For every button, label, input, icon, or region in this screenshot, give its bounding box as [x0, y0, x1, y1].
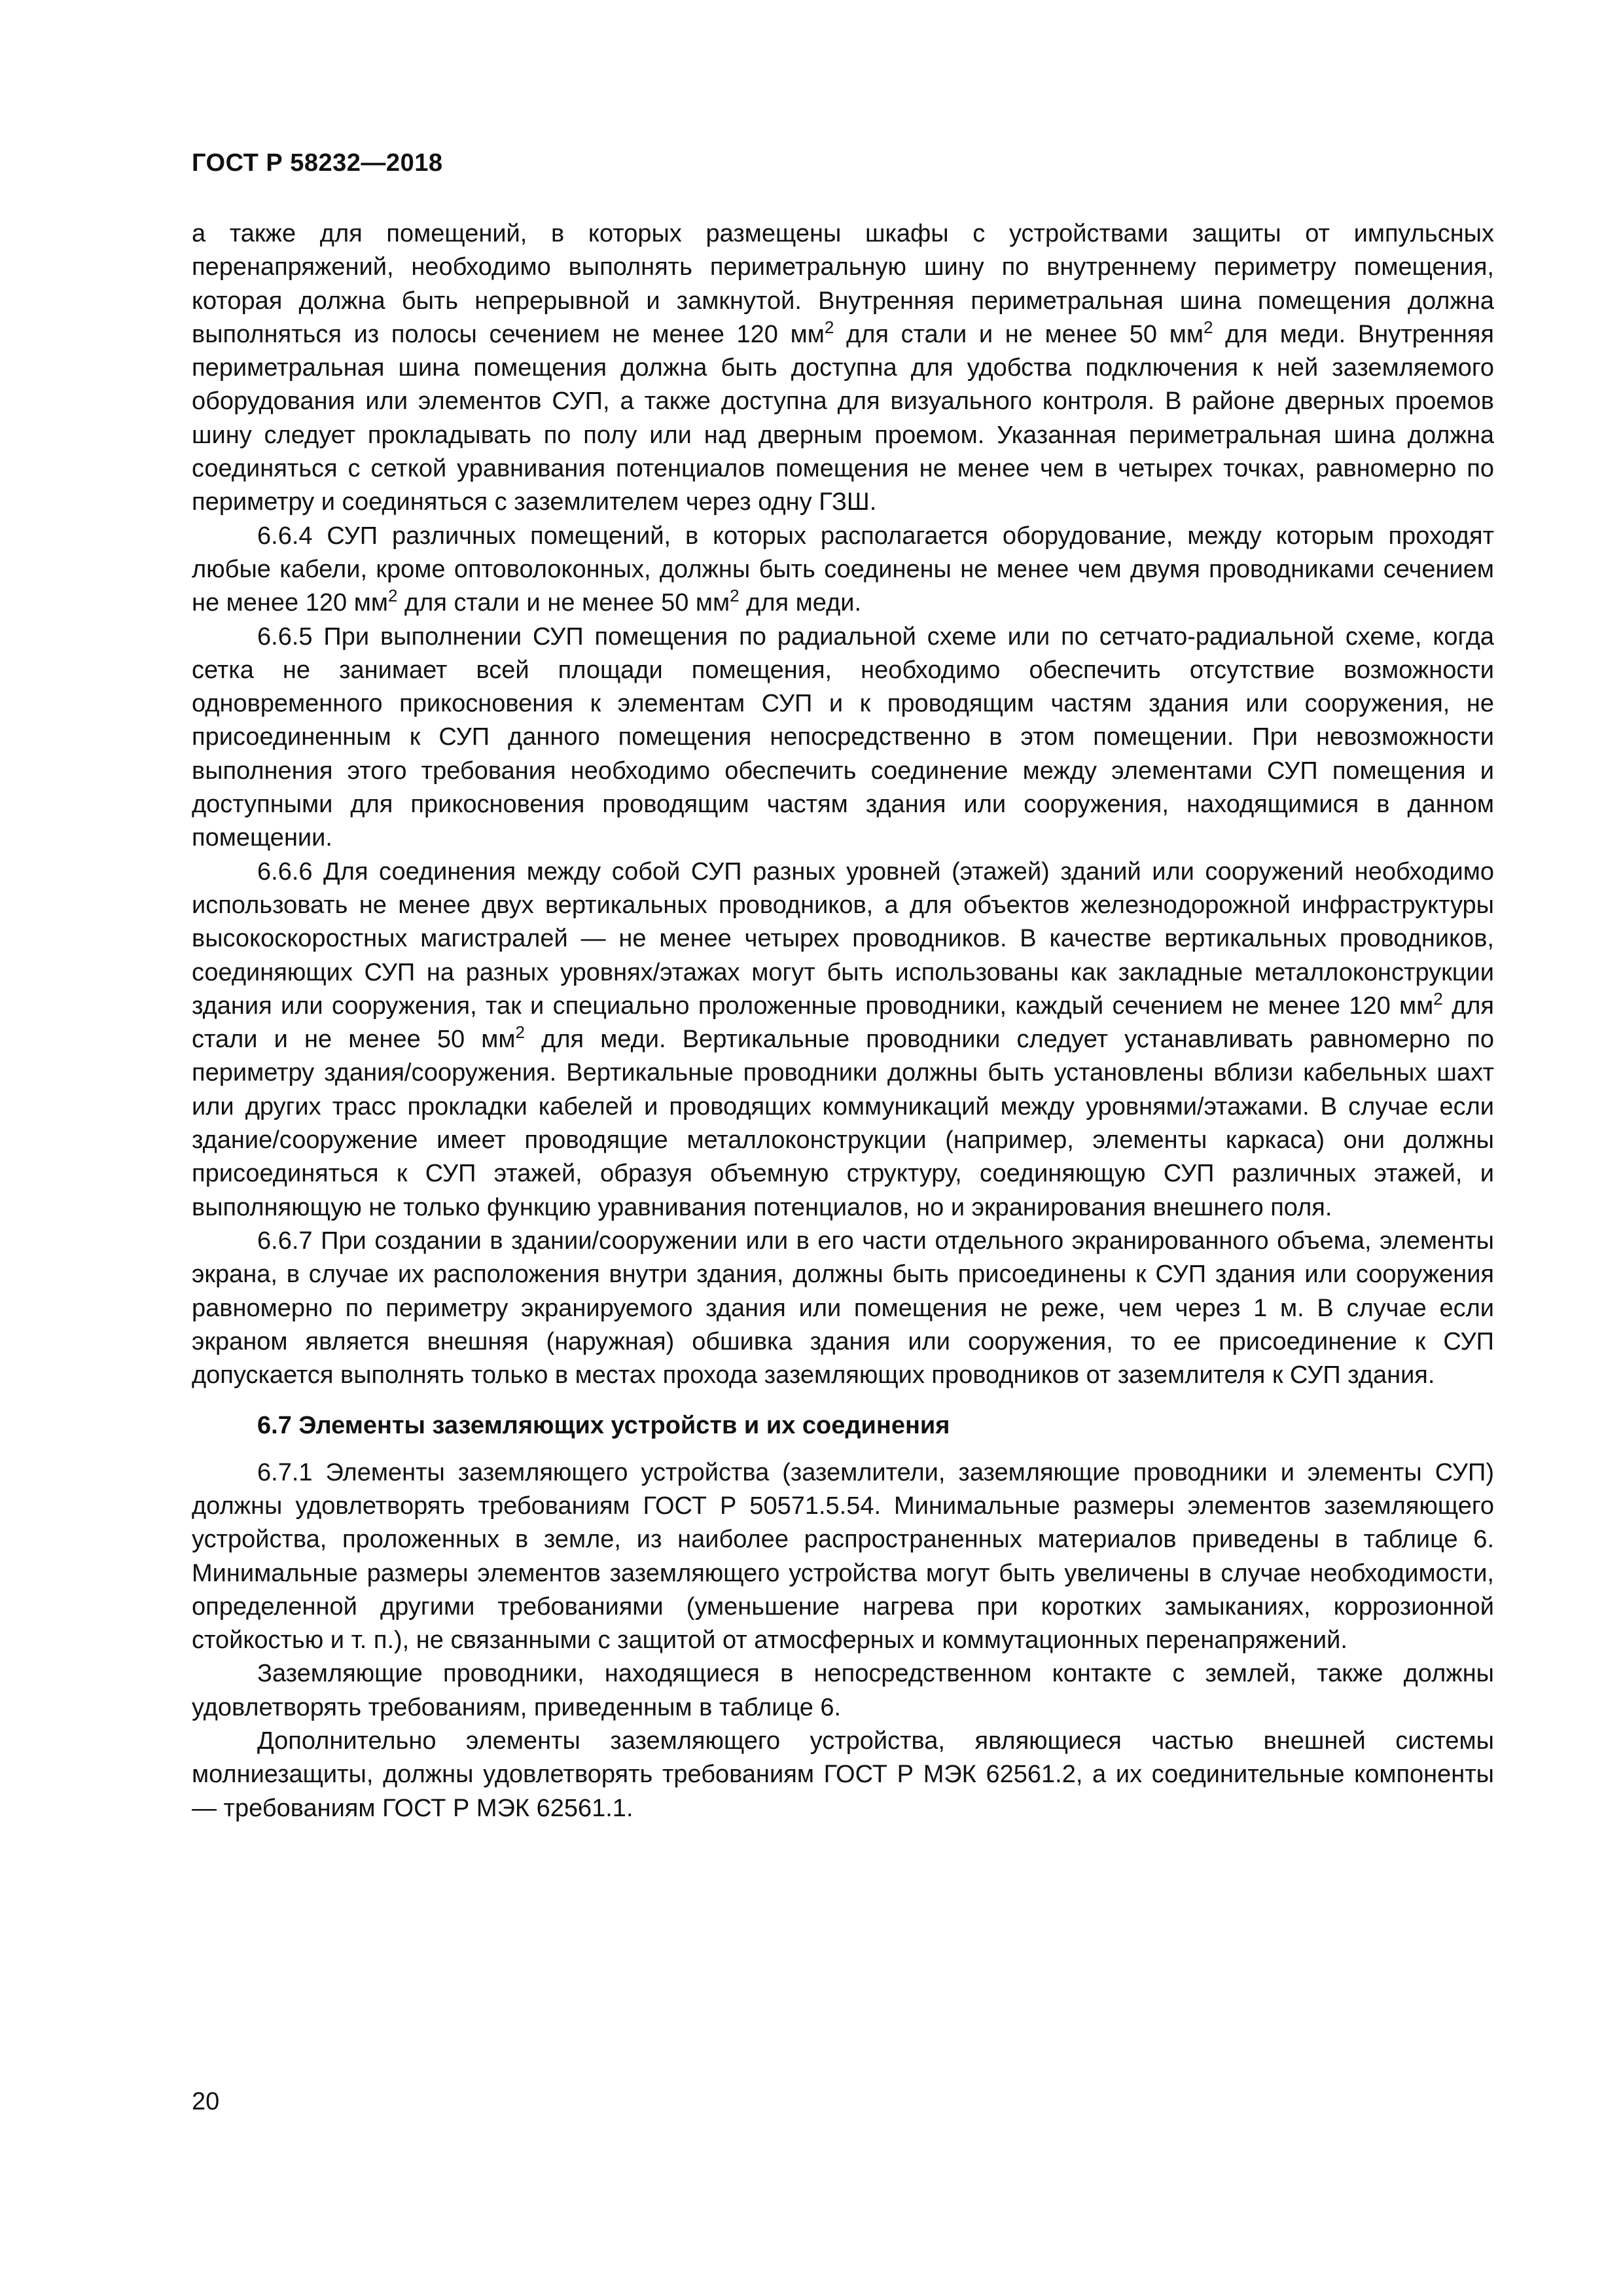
clause-6-6-7: 6.6.7 При создании в здании/сооружении или в его части отдельного экранированного объема, элементы экрана, в случае их расположения внутри здания, должны быть присоединены к СУП здания или сооружения равномерно по периметру экранируемого здания или помещения не реже, чем через 1 м. В случае если экраном является внешняя (наружная) обшивка здания или сооружения, то ее присоединение к СУП допускается выполнять только в местах прохода заземляющих проводников от заземлителя к СУП здания.: [192, 1227, 1494, 1390]
paragraph-continuation: а также для помещений, в которых размещены шкафы с устройствами защиты от импульсных перенапряжений, необходимо выполнять периметральную шину по внутреннему периметру помещения, которая должна быть непрерывной и замкнутой. Внутренняя периметральная шина помещения должна выполняться из полосы сечением не менее 120 $мм^2$ для стали и не менее 50 $мм^2$ для меди. Внутренняя периметральная шина помещения должна быть доступна для удобства подключения к ней заземляемого оборудования или элементов СУП, а также доступна для визуального контроля. В районе дверных проемов шину следует прокладывать по полу или над дверным проемом. Указанная периметральная шина должна соединяться с сеткой уравнивания потенциалов помещения не менее чем в четырех точках, равномерно по периметру и соединяться с заземлителем через одну ГЗШ.: [192, 220, 1494, 516]
page-number: 20: [192, 2088, 220, 2115]
clause-6-6-6: 6.6.6 Для соединения между собой СУП разных уровней (этажей) зданий или сооружений необходимо использовать не менее двух вертикальных проводников, а для объектов железнодорожной инфраструктуры высокоскоростных магистралей — не менее четырех проводников. В качестве вертикальных проводников, соединяющих СУП на разных уровнях/этажах могут быть использованы как закладные металлоконструкции здания или сооружения, так и специально проложенные проводники, каждый сечением не менее 120 $мм^2$ для стали и не менее 50 $мм^2$ для меди. Вертикальные проводники следует устанавливать равномерно по периметру здания/сооружения. Вертикальные проводники должны быть установлены вблизи кабельных шахт или других трасс прокладки кабелей и проводящих коммуникаций между уровнями/этажами. В случае если здание/сооружение имеет проводящие металлоконструкции (например, элементы каркаса) они должны присоединяться к СУП этажей, образуя объемную структуру, соединяющую СУП различных этажей, и выполняющую не только функцию уравнивания потенциалов, но и экранирования внешнего поля.: [192, 857, 1494, 1221]
clause-6-6-4: 6.6.4 СУП различных помещений, в которых располагается оборудование, между которым проходят любые кабели, кроме оптоволоконных, должны быть соединены не менее чем двумя проводниками сечением не менее 120 $мм^2$ для стали и не менее 50 $мм^2$ для меди.: [192, 522, 1494, 617]
clause-6-7-1: 6.7.1 Элементы заземляющего устройства (заземлители, заземляющие проводники и элементы СУП) должны удовлетворять требованиям ГОСТ Р 50571.5.54. Минимальные размеры элементов заземляющего устройства, проложенных в земле, из наиболее распространенных материалов приведены в таблице 6. Минимальные размеры элементов заземляющего устройства могут быть увеличены в случае необходимости, определенной другими требованиями (уменьшение нагрева при коротких замыканиях, коррозионной стойкостью и т. п.), не связанными с защитой от атмосферных и коммутационных перенапряжений.: [192, 1458, 1494, 1655]
paragraph-grounding-conductors: Заземляющие проводники, находящиеся в непосредственном контакте с землей, также должны удовлетворять требованиям, приведенным в таблице 6.: [192, 1660, 1494, 1721]
page-body: [192, 217, 1494, 1825]
section-heading-6-7: 6.7 Элементы заземляющих устройств и их соединения: [257, 1412, 950, 1440]
paragraph-lightning-protection: Дополнительно элементы заземляющего устройства, являющиеся частью внешней системы молниезащиты, должны удовлетворять требованиям ГОСТ Р МЭК 62561.2, а их соединительные компоненты — требованиям ГОСТ Р МЭК 62561.1.: [192, 1727, 1494, 1822]
document-header: ГОСТ Р 58232—2018: [192, 149, 443, 177]
clause-6-6-5: 6.6.5 При выполнении СУП помещения по радиальной схеме или по сетчато-радиальной схеме, когда сетка не занимает всей площади помещения, необходимо обеспечить отсутствие возможности одновременного прикосновения к элементам СУП и к проводящим частям здания или сооружения, не присоединенным к СУП данного помещения непосредственно в этом помещении. При невозможности выполнения этого требования необходимо обеспечить соединение между элементами СУП помещения и доступными для прикосновения проводящим частям здания или сооружения, находящимися в данном помещении.: [192, 622, 1494, 852]
